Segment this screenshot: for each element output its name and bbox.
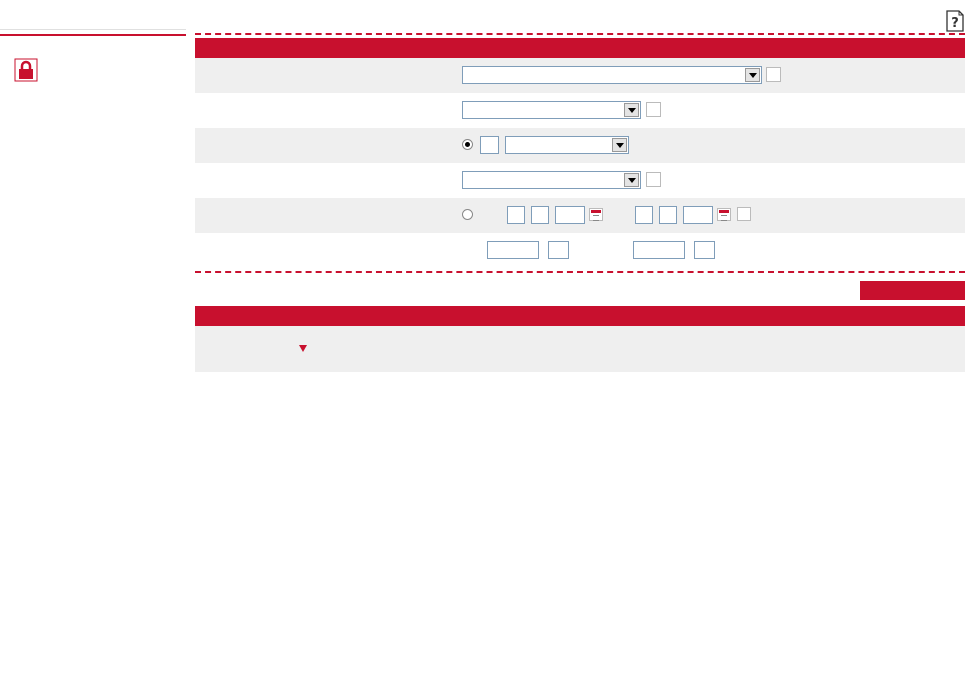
sidebar xyxy=(0,0,186,691)
date-to-year-input[interactable] xyxy=(683,206,713,224)
amount-from-input[interactable] xyxy=(487,241,539,259)
type-select[interactable] xyxy=(462,171,641,189)
account-select[interactable] xyxy=(462,66,762,84)
amount-to-input[interactable] xyxy=(633,241,685,259)
status-select[interactable] xyxy=(462,101,641,119)
transfers-table xyxy=(195,326,965,372)
question-icon xyxy=(945,10,965,32)
filter-row-last xyxy=(195,128,965,163)
date-from-day-input[interactable] xyxy=(507,206,525,224)
chevron-down-icon xyxy=(745,68,760,82)
filter-row-status xyxy=(195,93,965,128)
confirm-button[interactable] xyxy=(860,281,965,300)
date-to-day-input[interactable] xyxy=(635,206,653,224)
filter-row-date xyxy=(195,198,965,233)
required-icon xyxy=(646,172,661,187)
required-icon xyxy=(646,102,661,117)
calendar-icon[interactable] xyxy=(717,208,731,221)
chevron-down-icon xyxy=(624,173,639,187)
date-radio[interactable] xyxy=(462,209,473,220)
last-radio[interactable] xyxy=(462,139,473,150)
help-icon[interactable] xyxy=(737,207,751,221)
filters-header xyxy=(195,38,965,58)
filter-row-account xyxy=(195,58,965,93)
transfers-header xyxy=(195,306,965,326)
filters-divider xyxy=(195,271,965,273)
filter-row-amount xyxy=(195,233,965,268)
calendar-icon[interactable] xyxy=(589,208,603,221)
chevron-down-icon xyxy=(612,138,627,152)
chevron-down-icon xyxy=(624,103,639,117)
lock-icon xyxy=(14,58,38,82)
sort-down-icon[interactable] xyxy=(299,345,307,352)
title-divider xyxy=(195,33,965,35)
nav-payments[interactable] xyxy=(0,4,186,30)
last-count-input[interactable] xyxy=(480,136,499,154)
help-link[interactable] xyxy=(942,10,965,32)
required-icon xyxy=(766,67,781,82)
last-unit-select[interactable] xyxy=(505,136,629,154)
date-to-month-input[interactable] xyxy=(659,206,677,224)
svg-text:?: ? xyxy=(951,16,959,31)
filters-form xyxy=(195,58,965,268)
date-from-month-input[interactable] xyxy=(531,206,549,224)
date-from-year-input[interactable] xyxy=(555,206,585,224)
block-cards-link[interactable] xyxy=(0,36,186,96)
filter-row-type xyxy=(195,163,965,198)
amount-from-cents-input[interactable] xyxy=(548,241,569,259)
amount-to-cents-input[interactable] xyxy=(694,241,715,259)
table-header xyxy=(195,326,965,372)
